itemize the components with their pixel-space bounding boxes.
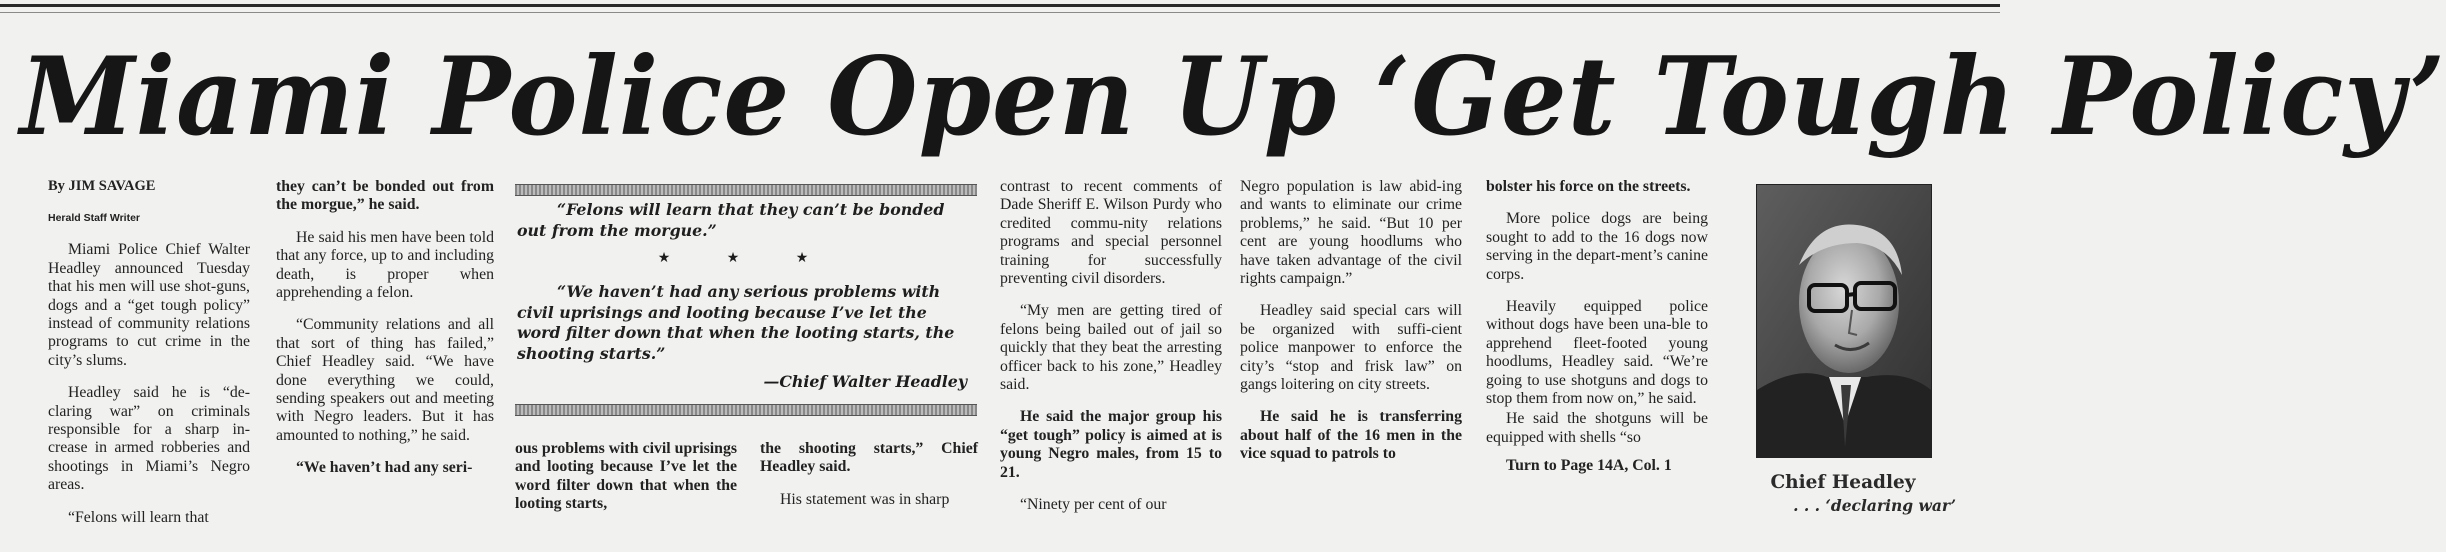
- paragraph: Heavily equipped police without dogs have been una-ble to apprehend fleet-footed young hoodlums, Headley said. “We’re going to use shotguns and dogs to stop them from now on,” he said.: [1486, 298, 1708, 408]
- pull-quote-top-bar: [515, 184, 977, 196]
- paragraph: He said the major group his “get tough” policy is aimed at is young Negro males, from 15 to 21.: [1000, 408, 1222, 481]
- column-4: [760, 440, 978, 523]
- paragraph: “My men are getting tired of felons being bailed out of jail so quickly that they beat the arresting officer back to his zone,” Headley said.: [1000, 302, 1222, 394]
- pull-quote-bottom-bar: [515, 404, 977, 416]
- pull-quote-2-text: “We haven’t had any serious problems with civil uprisings and looting because I’ve let the word filter down that when the looting starts, the shooting starts.”: [517, 282, 955, 363]
- paragraph: “Ninety per cent of our: [1020, 496, 1167, 514]
- photo-caption-name: Chief Headley: [1770, 472, 1916, 493]
- paragraph: He said he is transferring about half of the 16 men in the vice squad to patrols to: [1240, 408, 1462, 463]
- paragraph: Miami Police Chief Walter Headley announced Tuesday that his men will use shot-guns, dogs and a “get tough policy” instead of community relations programs to cut crime in the city’s slums.: [48, 241, 250, 369]
- portrait-photo: [1756, 184, 1932, 458]
- photo-caption-quote: . . . ‘declaring war’: [1793, 496, 1956, 515]
- byline-role: Herald Staff Writer: [48, 212, 140, 224]
- paragraph: His statement was in sharp: [780, 490, 950, 508]
- top-rule: [0, 4, 2000, 7]
- paragraph: bolster his force on the streets.: [1486, 178, 1691, 195]
- column-6: [1240, 178, 1462, 478]
- paragraph: contrast to recent comments of Dade Sheriff E. Wilson Purdy who credited commu-nity relations programs and special personnel training for successfully preventing civil disorders.: [1000, 178, 1222, 288]
- pull-quote-1-text: “Felons will learn that they can’t be bonded out from the morgue.”: [517, 200, 945, 240]
- column-1: [48, 178, 250, 541]
- paragraph: they can’t be bonded out from the morgue,” he said.: [276, 178, 494, 214]
- paragraph: “Felons will learn that: [68, 508, 209, 526]
- pull-quote-stars: ★ ★ ★: [657, 250, 835, 266]
- paragraph: Headley said special cars will be organized with suffi-cient police manpower to enforce the city’s “stop and frisk law” on gangs loitering on city streets.: [1240, 302, 1462, 394]
- byline: By JIM SAVAGE: [48, 178, 156, 194]
- paragraph: Headley said he is “de-claring war” on criminals responsible for a sharp in-crease in armed robberies and shootings in Miami’s Negro areas.: [48, 384, 250, 494]
- pull-quote-1: [517, 200, 975, 241]
- portrait-image: [1757, 185, 1931, 457]
- pull-quote-attribution: —Chief Walter Headley: [763, 372, 967, 391]
- top-rule-thin: [0, 12, 2000, 13]
- headline: Miami Police Open Up ‘Get Tough Policy’: [20, 34, 2446, 160]
- column-2: [276, 178, 494, 492]
- pull-quote: [515, 178, 977, 436]
- column-5: [1000, 178, 1222, 529]
- paragraph: the shooting starts,” Chief Headley said.: [760, 440, 978, 476]
- paragraph: “Community relations and all that sort of thing has failed,” Chief Headley said. “We have done everything we could, sending speakers out and meeting with Negro leaders. But it has amounted to nothing,” he said.: [276, 316, 494, 444]
- paragraph: Negro population is law abid-ing and wants to eliminate our crime problems,” he said. “But 10 per cent are young hoodlums who have taken advantage of the civil rights campaign.”: [1240, 178, 1462, 288]
- pull-quote-2: [517, 282, 975, 364]
- jump-line: Turn to Page 14A, Col. 1: [1506, 457, 1672, 475]
- column-7: [1486, 178, 1708, 490]
- paragraph: He said the shotguns will be equipped with shells “so: [1486, 410, 1708, 446]
- paragraph: He said his men have been told that any force, up to and including death, is proper when apprehending a felon.: [276, 228, 494, 302]
- column-3: [515, 440, 737, 528]
- paragraph: “We haven’t had any seri-: [296, 459, 473, 477]
- paragraph: More police dogs are being sought to add to the 16 dogs now serving in the depart-ment’s canine corps.: [1486, 210, 1708, 283]
- paragraph: ous problems with civil uprisings and looting because I’ve let the word filter down that when the looting starts,: [515, 440, 737, 513]
